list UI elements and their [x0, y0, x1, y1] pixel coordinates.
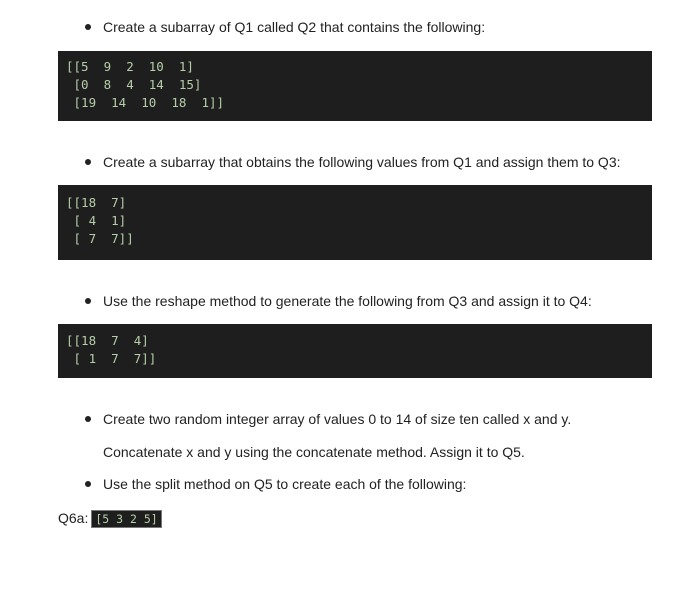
q2-code-block	[58, 51, 652, 121]
q6-instruction-text: Use the split method on Q5 to create each of the following:	[103, 476, 467, 492]
code-line: [ 1 7 7]]	[66, 351, 157, 366]
q6a-label: Q6a:	[58, 510, 89, 526]
bullet-icon	[85, 159, 91, 165]
q4-instruction	[85, 292, 592, 310]
q3-instruction-text: Create a subarray that obtains the following values from Q1 and assign them to Q3:	[103, 154, 621, 170]
q6a-code: [5 3 2 5]	[92, 511, 160, 527]
bullet-icon	[85, 416, 91, 422]
code-line: [[5 9 2 10 1]	[66, 59, 194, 74]
bullet-icon	[85, 481, 91, 487]
bullet-icon	[85, 298, 91, 304]
code-line: [ 4 1]	[66, 213, 127, 228]
q5-instruction-text: Create two random integer array of values 0 to 14 of size ten called x and y.	[103, 411, 572, 427]
q4-instruction-text: Use the reshape method to generate the following from Q3 and assign it to Q4:	[103, 293, 592, 309]
q6-instruction	[85, 475, 466, 493]
q3-code-block	[58, 185, 652, 260]
code-line: [ 7 7]]	[66, 231, 134, 246]
code-line: [[18 7 4]	[66, 333, 149, 348]
q5-concatenate-text: Concatenate x and y using the concatenate method. Assign it to Q5.	[103, 444, 525, 460]
q3-instruction	[85, 153, 621, 171]
code-line: [0 8 4 14 15]	[66, 77, 202, 92]
q5-instruction	[85, 410, 571, 428]
q6a-line	[58, 509, 161, 527]
q4-code-block	[58, 324, 652, 378]
code-line: [[18 7]	[66, 195, 127, 210]
q2-instruction	[85, 18, 485, 36]
q2-instruction-text: Create a subarray of Q1 called Q2 that contains the following:	[103, 19, 486, 35]
code-line: [19 14 10 18 1]]	[66, 95, 225, 110]
bullet-icon	[85, 24, 91, 30]
